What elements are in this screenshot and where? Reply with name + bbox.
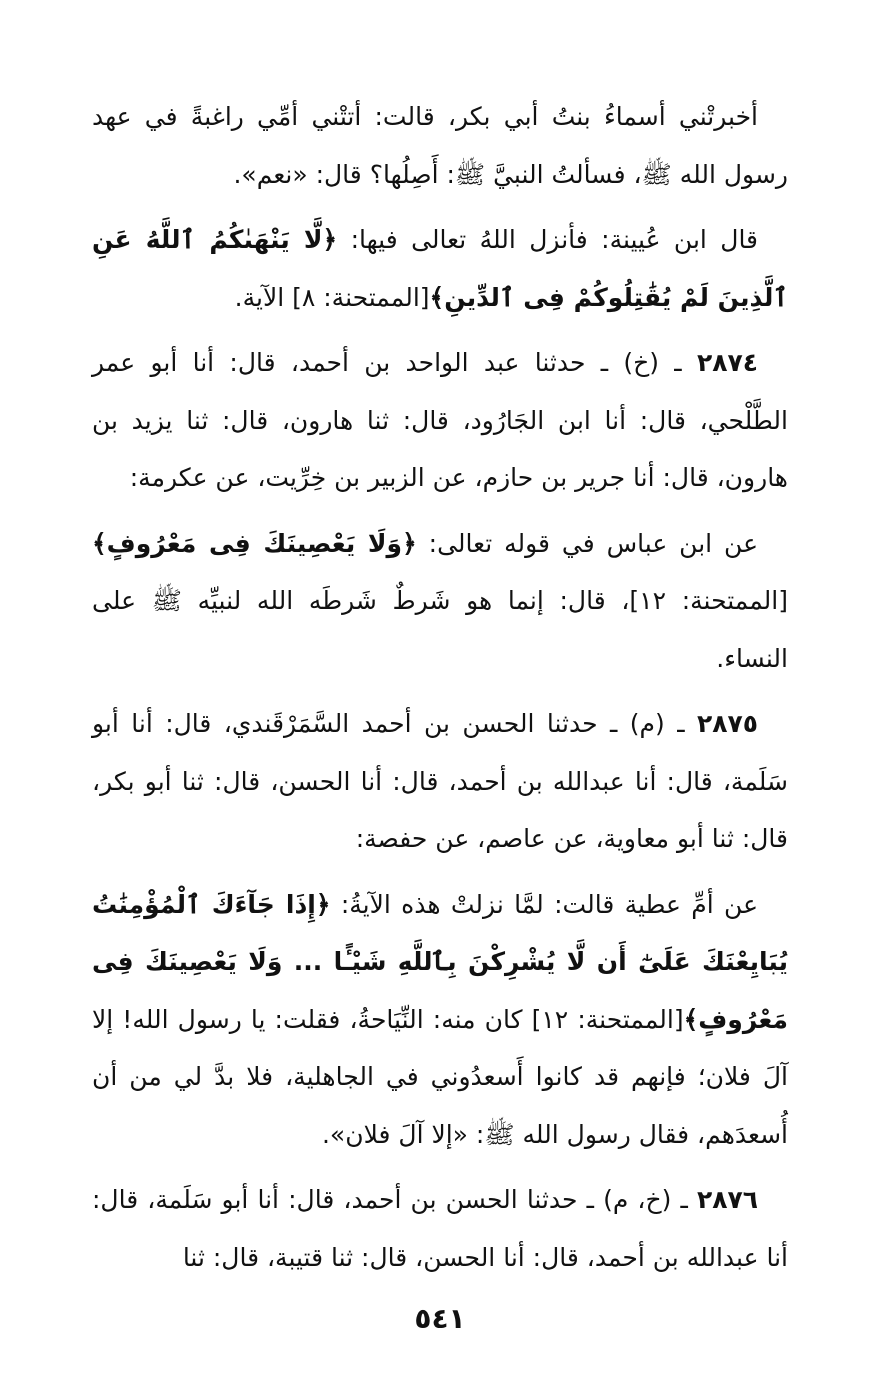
hadith-2876-chain — [92, 1171, 788, 1286]
paragraph-ibn-uyaynah — [92, 211, 788, 326]
quran-verse: ﴿وَلَا يَعْصِينَكَ فِى مَعْرُوفٍ﴾ — [92, 528, 417, 558]
hadith-number: ٢٨٧٤ — [696, 348, 758, 377]
page-body — [92, 88, 788, 1333]
hadith-2874-text — [92, 515, 788, 688]
hadith-chain-text: ـ (خ، م) ـ حدثنا الحسن بن أحمد، قال: أنا أبو سَلَمة، قال: أنا عبدالله بن أحمد، قال: أنا الحسن، قال: ثنا قتيبة، قال: ثنا — [92, 1185, 788, 1272]
quran-verse: ﴿لَّا يَنْهَىٰكُمُ ٱللَّهُ عَنِ ٱلَّذِينَ لَمْ يُقَٰتِلُوكُمْ فِى ٱلدِّينِ﴾ — [92, 225, 788, 312]
paragraph-tail: [الممتحنة: ١٢]، قال: إنما هو شَرطٌ شَرطَه الله لنبيِّه ﷺ على النساء. — [92, 586, 788, 673]
hadith-2874-chain — [92, 334, 788, 507]
paragraph-text: أخبرتْني أسماءُ بنتُ أبي بكر، قالت: أتتْني أمِّي راغبةً في عهد رسول الله ﷺ، فسألتُ النبيَّ ﷺ: أَصِلُها؟ قال: «نعم». — [92, 102, 788, 189]
paragraph-asma-hadith-end — [92, 88, 788, 203]
hadith-chain-text: ـ (م) ـ حدثنا الحسن بن أحمد السَّمَرْقَندي، قال: أنا أبو سَلَمة، قال: أنا عبدالله بن أحمد، قال: أنا الحسن، قال: ثنا أبو بكر، قال: ثنا أبو معاوية، عن عاصم، عن حفصة: — [92, 709, 788, 853]
hadith-2875-chain — [92, 695, 788, 868]
quran-verse: ﴿إِذَا جَآءَكَ ٱلْمُؤْمِنَٰتُ يُبَايِعْنَكَ عَلَىٰٓ أَن لَّا يُشْرِكْنَ بِٱللَّهِ شَيْـًٔا ... وَلَا يَعْصِينَكَ فِى مَعْرُوفٍ﴾ — [92, 889, 788, 1034]
hadith-2875-text — [92, 876, 788, 1164]
hadith-chain-text: ـ (خ) ـ حدثنا عبد الواحد بن أحمد، قال: أنا أبو عمر الطَّلْحي، قال: أنا ابن الجَارُود، قال: ثنا هارون، قال: ثنا يزيد بن هارون، قال: أنا جرير بن حازم، عن الزبير بن خِرِّيت، عن عكرمة: — [92, 348, 788, 492]
hadith-number: ٢٨٧٦ — [696, 1185, 758, 1214]
paragraph-lead: عن ابن عباس في قوله تعالى: — [416, 528, 758, 558]
paragraph-tail: [الممتحنة: ١٢] كان منه: النِّيَاحةُ، فقلت: يا رسول الله! إلا آلَ فلان؛ فإنهم قد كانوا أَسعدُوني في الجاهلية، فلا بدَّ لي من أن أُسعدَهم، فقال رسول الله ﷺ: «إلا آلَ فلان». — [92, 1004, 788, 1149]
page-number: ٥٤١ — [414, 1302, 466, 1335]
paragraph-lead: قال ابن عُيينة: فأنزل اللهُ تعالى فيها: — [337, 225, 759, 254]
paragraph-lead: عن أمِّ عطية قالت: لمَّا نزلتْ هذه الآيةُ: — [330, 889, 758, 919]
hadith-number: ٢٨٧٥ — [696, 709, 758, 738]
paragraph-tail: [الممتحنة: ٨] الآية. — [234, 282, 430, 312]
